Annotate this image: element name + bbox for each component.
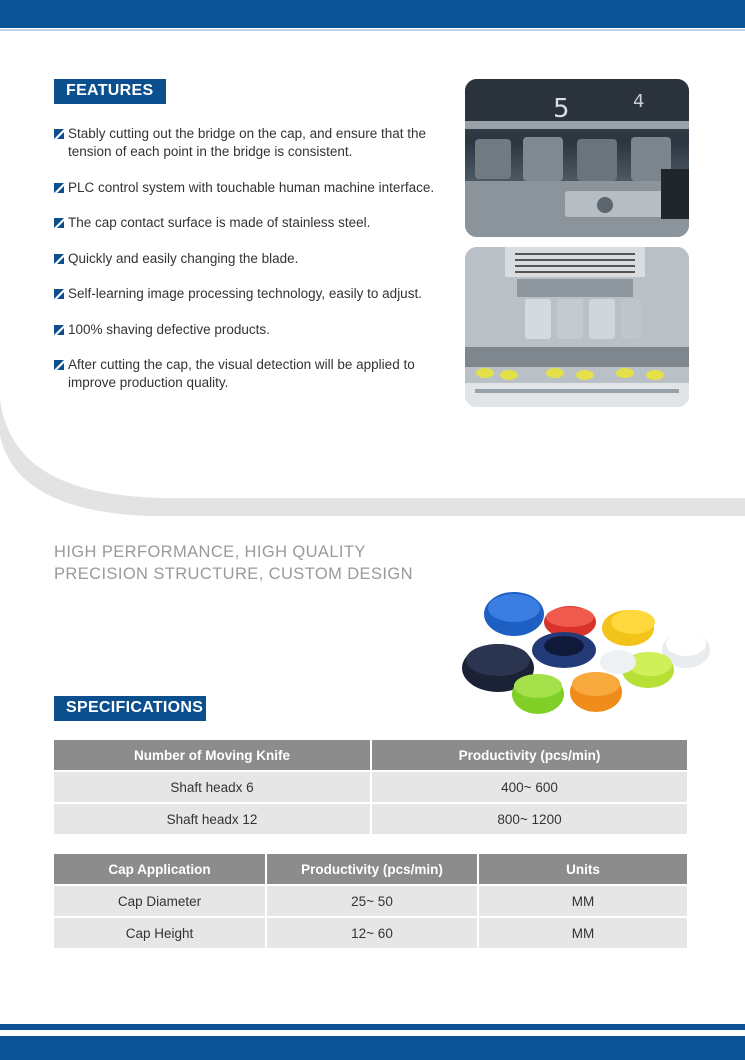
table-row — [54, 772, 687, 802]
table-row — [54, 886, 687, 916]
bullet-icon — [54, 325, 64, 335]
table-header-row — [54, 854, 687, 884]
feature-text: After cutting the cap, the visual detection will be applied to improve production quality. — [68, 357, 415, 390]
table-cell: Shaft headx 12 — [54, 804, 370, 834]
table-header-row — [54, 740, 687, 770]
table-cell: MM — [479, 886, 687, 916]
bottle-caps-photo — [458, 584, 713, 724]
table-cell: 25~ 50 — [267, 886, 477, 916]
features-heading: FEATURES — [54, 79, 166, 104]
feature-item — [54, 285, 454, 303]
footer-stripe — [0, 1024, 745, 1030]
feature-text: Quickly and easily changing the blade. — [68, 250, 299, 266]
feature-text: PLC control system with touchable human machine interface. — [68, 179, 435, 195]
table-row — [54, 918, 687, 948]
table-cell: 12~ 60 — [267, 918, 477, 948]
table-header-cell: Productivity (pcs/min) — [372, 740, 687, 770]
feature-text: The cap contact surface is made of stainless steel. — [68, 215, 371, 230]
machine-cutter-illustration — [465, 247, 689, 407]
table-header-cell: Units — [479, 854, 687, 884]
turret-number-4: 4 — [633, 91, 645, 112]
table-cell: Cap Diameter — [54, 886, 265, 916]
cap-application-table — [52, 852, 689, 950]
feature-text: Stably cutting out the bridge on the cap, and ensure that the tension of each point in the bridge is consistent. — [68, 126, 427, 159]
machine-photo-top — [465, 79, 689, 237]
footer-banner — [0, 1036, 745, 1060]
bullet-icon — [54, 360, 64, 370]
feature-item — [54, 356, 454, 392]
table-header-cell: Productivity (pcs/min) — [267, 854, 477, 884]
feature-item — [54, 250, 454, 268]
table-row — [54, 804, 687, 834]
tagline-line-1: HIGH PERFORMANCE, HIGH QUALITY — [54, 543, 366, 561]
specifications-heading: SPECIFICATIONS — [54, 696, 206, 721]
table-cell: 400~ 600 — [372, 772, 687, 802]
features-list — [54, 125, 454, 410]
turret-number-5: 5 — [553, 94, 570, 124]
feature-item — [54, 321, 454, 339]
feature-text: Self-learning image processing technology, easily to adjust. — [68, 286, 422, 301]
bullet-icon — [54, 218, 64, 228]
top-banner — [0, 0, 745, 28]
table-cell: Cap Height — [54, 918, 265, 948]
bullet-icon — [54, 289, 64, 299]
machine-photo-bottom — [465, 247, 689, 407]
feature-text: 100% shaving defective products. — [68, 321, 270, 337]
table-cell: Shaft headx 6 — [54, 772, 370, 802]
tagline-line-2: PRECISION STRUCTURE, CUSTOM DESIGN — [54, 564, 413, 583]
bullet-icon — [54, 129, 64, 139]
table-header-cell: Number of Moving Knife — [54, 740, 370, 770]
tagline — [54, 542, 413, 585]
table-cell: 800~ 1200 — [372, 804, 687, 834]
bullet-icon — [54, 183, 64, 193]
feature-item — [54, 125, 454, 161]
table-cell: MM — [479, 918, 687, 948]
table-header-cell: Cap Application — [54, 854, 265, 884]
bullet-icon — [54, 254, 64, 264]
machine-turret-illustration — [465, 79, 689, 237]
feature-item — [54, 179, 454, 197]
feature-item — [54, 214, 454, 232]
knife-productivity-table — [52, 738, 689, 836]
